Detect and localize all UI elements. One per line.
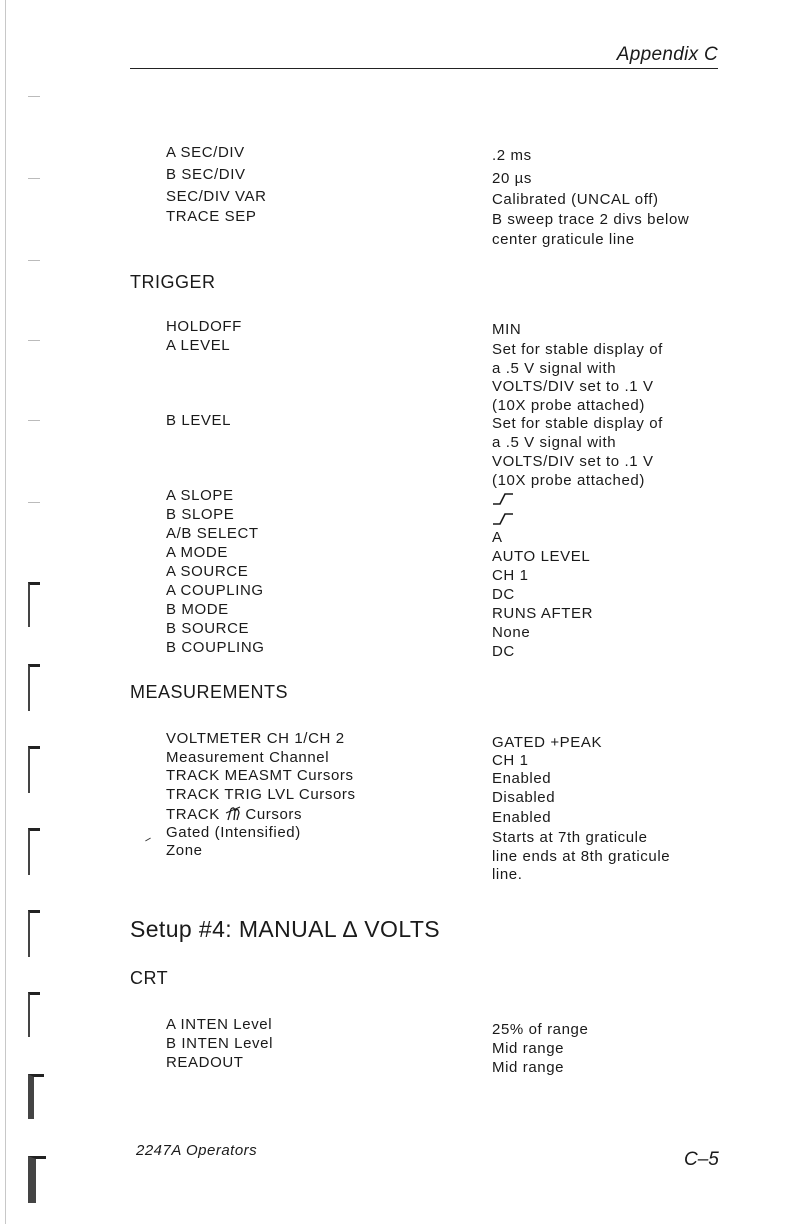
- setting-value: RUNS AFTER: [492, 605, 594, 622]
- setting-label: TRACE SEP: [166, 208, 257, 225]
- setting-value: Calibrated (UNCAL off): [492, 191, 659, 208]
- measurements-heading: MEASUREMENTS: [130, 682, 289, 702]
- setting-value: Set for stable display of: [492, 341, 663, 358]
- appendix-title: Appendix C: [616, 44, 718, 65]
- setting-value: Set for stable display of: [492, 415, 663, 432]
- setting-value: Enabled: [492, 770, 552, 787]
- setup-title: Setup #4: MANUAL ∆ VOLTS: [130, 916, 441, 942]
- setting-value: 20 µs: [492, 170, 532, 187]
- setting-label: A SEC/DIV: [166, 144, 245, 161]
- setting-label: VOLTMETER CH 1/CH 2: [166, 730, 345, 747]
- setting-label: B INTEN Level: [166, 1035, 273, 1052]
- trigger-heading: TRIGGER: [130, 272, 216, 292]
- setting-label: READOUT: [166, 1054, 244, 1071]
- setting-label: B SOURCE: [166, 620, 250, 637]
- setting-value: CH 1: [492, 752, 529, 769]
- page-header: [130, 44, 718, 69]
- setting-value: AUTO LEVEL: [492, 548, 591, 565]
- setting-value-continued: (10X probe attached): [492, 397, 645, 414]
- setting-label: B SEC/DIV: [166, 166, 246, 183]
- setting-label: A/B SELECT: [166, 525, 259, 542]
- setting-value: CH 1: [492, 567, 529, 584]
- setting-value: 25% of range: [492, 1021, 589, 1038]
- setting-value-continued: line.: [492, 866, 523, 883]
- track-label-prefix: TRACK: [166, 806, 220, 823]
- setting-value: None: [492, 624, 531, 641]
- setting-label: Measurement Channel: [166, 749, 330, 766]
- binding-edge: [0, 0, 56, 1224]
- setting-value: Disabled: [492, 789, 556, 806]
- rising-slope-icon: [492, 490, 514, 507]
- page-number: C–5: [684, 1149, 719, 1170]
- setting-value: Mid range: [492, 1040, 565, 1057]
- setting-label: B MODE: [166, 601, 229, 618]
- stray-mark: [145, 838, 151, 842]
- setting-value: A: [492, 529, 503, 546]
- crt-heading: CRT: [130, 968, 169, 988]
- setting-value: GATED +PEAK: [492, 734, 603, 751]
- setting-value: Enabled: [492, 809, 552, 826]
- setting-label: A INTEN Level: [166, 1016, 273, 1033]
- setting-label: TRACK TRIG LVL Cursors: [166, 786, 356, 803]
- setting-label: A SLOPE: [166, 487, 234, 504]
- setting-value-continued: center graticule line: [492, 231, 635, 248]
- setting-label: SEC/DIV VAR: [166, 188, 267, 205]
- setting-value-continued: VOLTS/DIV set to .1 V: [492, 453, 654, 470]
- setting-label: A LEVEL: [166, 337, 231, 354]
- manual-title: 2247A Operators: [136, 1142, 258, 1159]
- setting-value-continued: VOLTS/DIV set to .1 V: [492, 378, 654, 395]
- setting-label: [166, 805, 302, 823]
- setting-label: B SLOPE: [166, 506, 235, 523]
- setting-label: TRACK MEASMT Cursors: [166, 767, 354, 784]
- setting-value-continued: a .5 V signal with: [492, 360, 617, 377]
- setting-value-continued: line ends at 8th graticule: [492, 848, 671, 865]
- setting-label: Zone: [166, 842, 203, 859]
- setting-value: Mid range: [492, 1059, 565, 1076]
- setting-value-continued: a .5 V signal with: [492, 434, 617, 451]
- setting-label: A COUPLING: [166, 582, 264, 599]
- setting-value: MIN: [492, 321, 522, 338]
- setting-value: Starts at 7th graticule: [492, 829, 648, 846]
- setting-label: B LEVEL: [166, 412, 232, 429]
- rising-slope-icon: [492, 510, 514, 527]
- setting-value-continued: (10X probe attached): [492, 472, 645, 489]
- setting-label: Gated (Intensified): [166, 824, 301, 841]
- setting-label: A MODE: [166, 544, 228, 561]
- setting-label: A SOURCE: [166, 563, 249, 580]
- setting-value: .2 ms: [492, 147, 532, 164]
- setting-label: HOLDOFF: [166, 318, 242, 335]
- setting-label: B COUPLING: [166, 639, 265, 656]
- track-label-suffix: Cursors: [245, 806, 303, 823]
- setting-value: DC: [492, 586, 515, 603]
- setting-value: DC: [492, 643, 515, 660]
- measurement-cursor-icon: [225, 805, 241, 821]
- setting-value: B sweep trace 2 divs below: [492, 211, 690, 228]
